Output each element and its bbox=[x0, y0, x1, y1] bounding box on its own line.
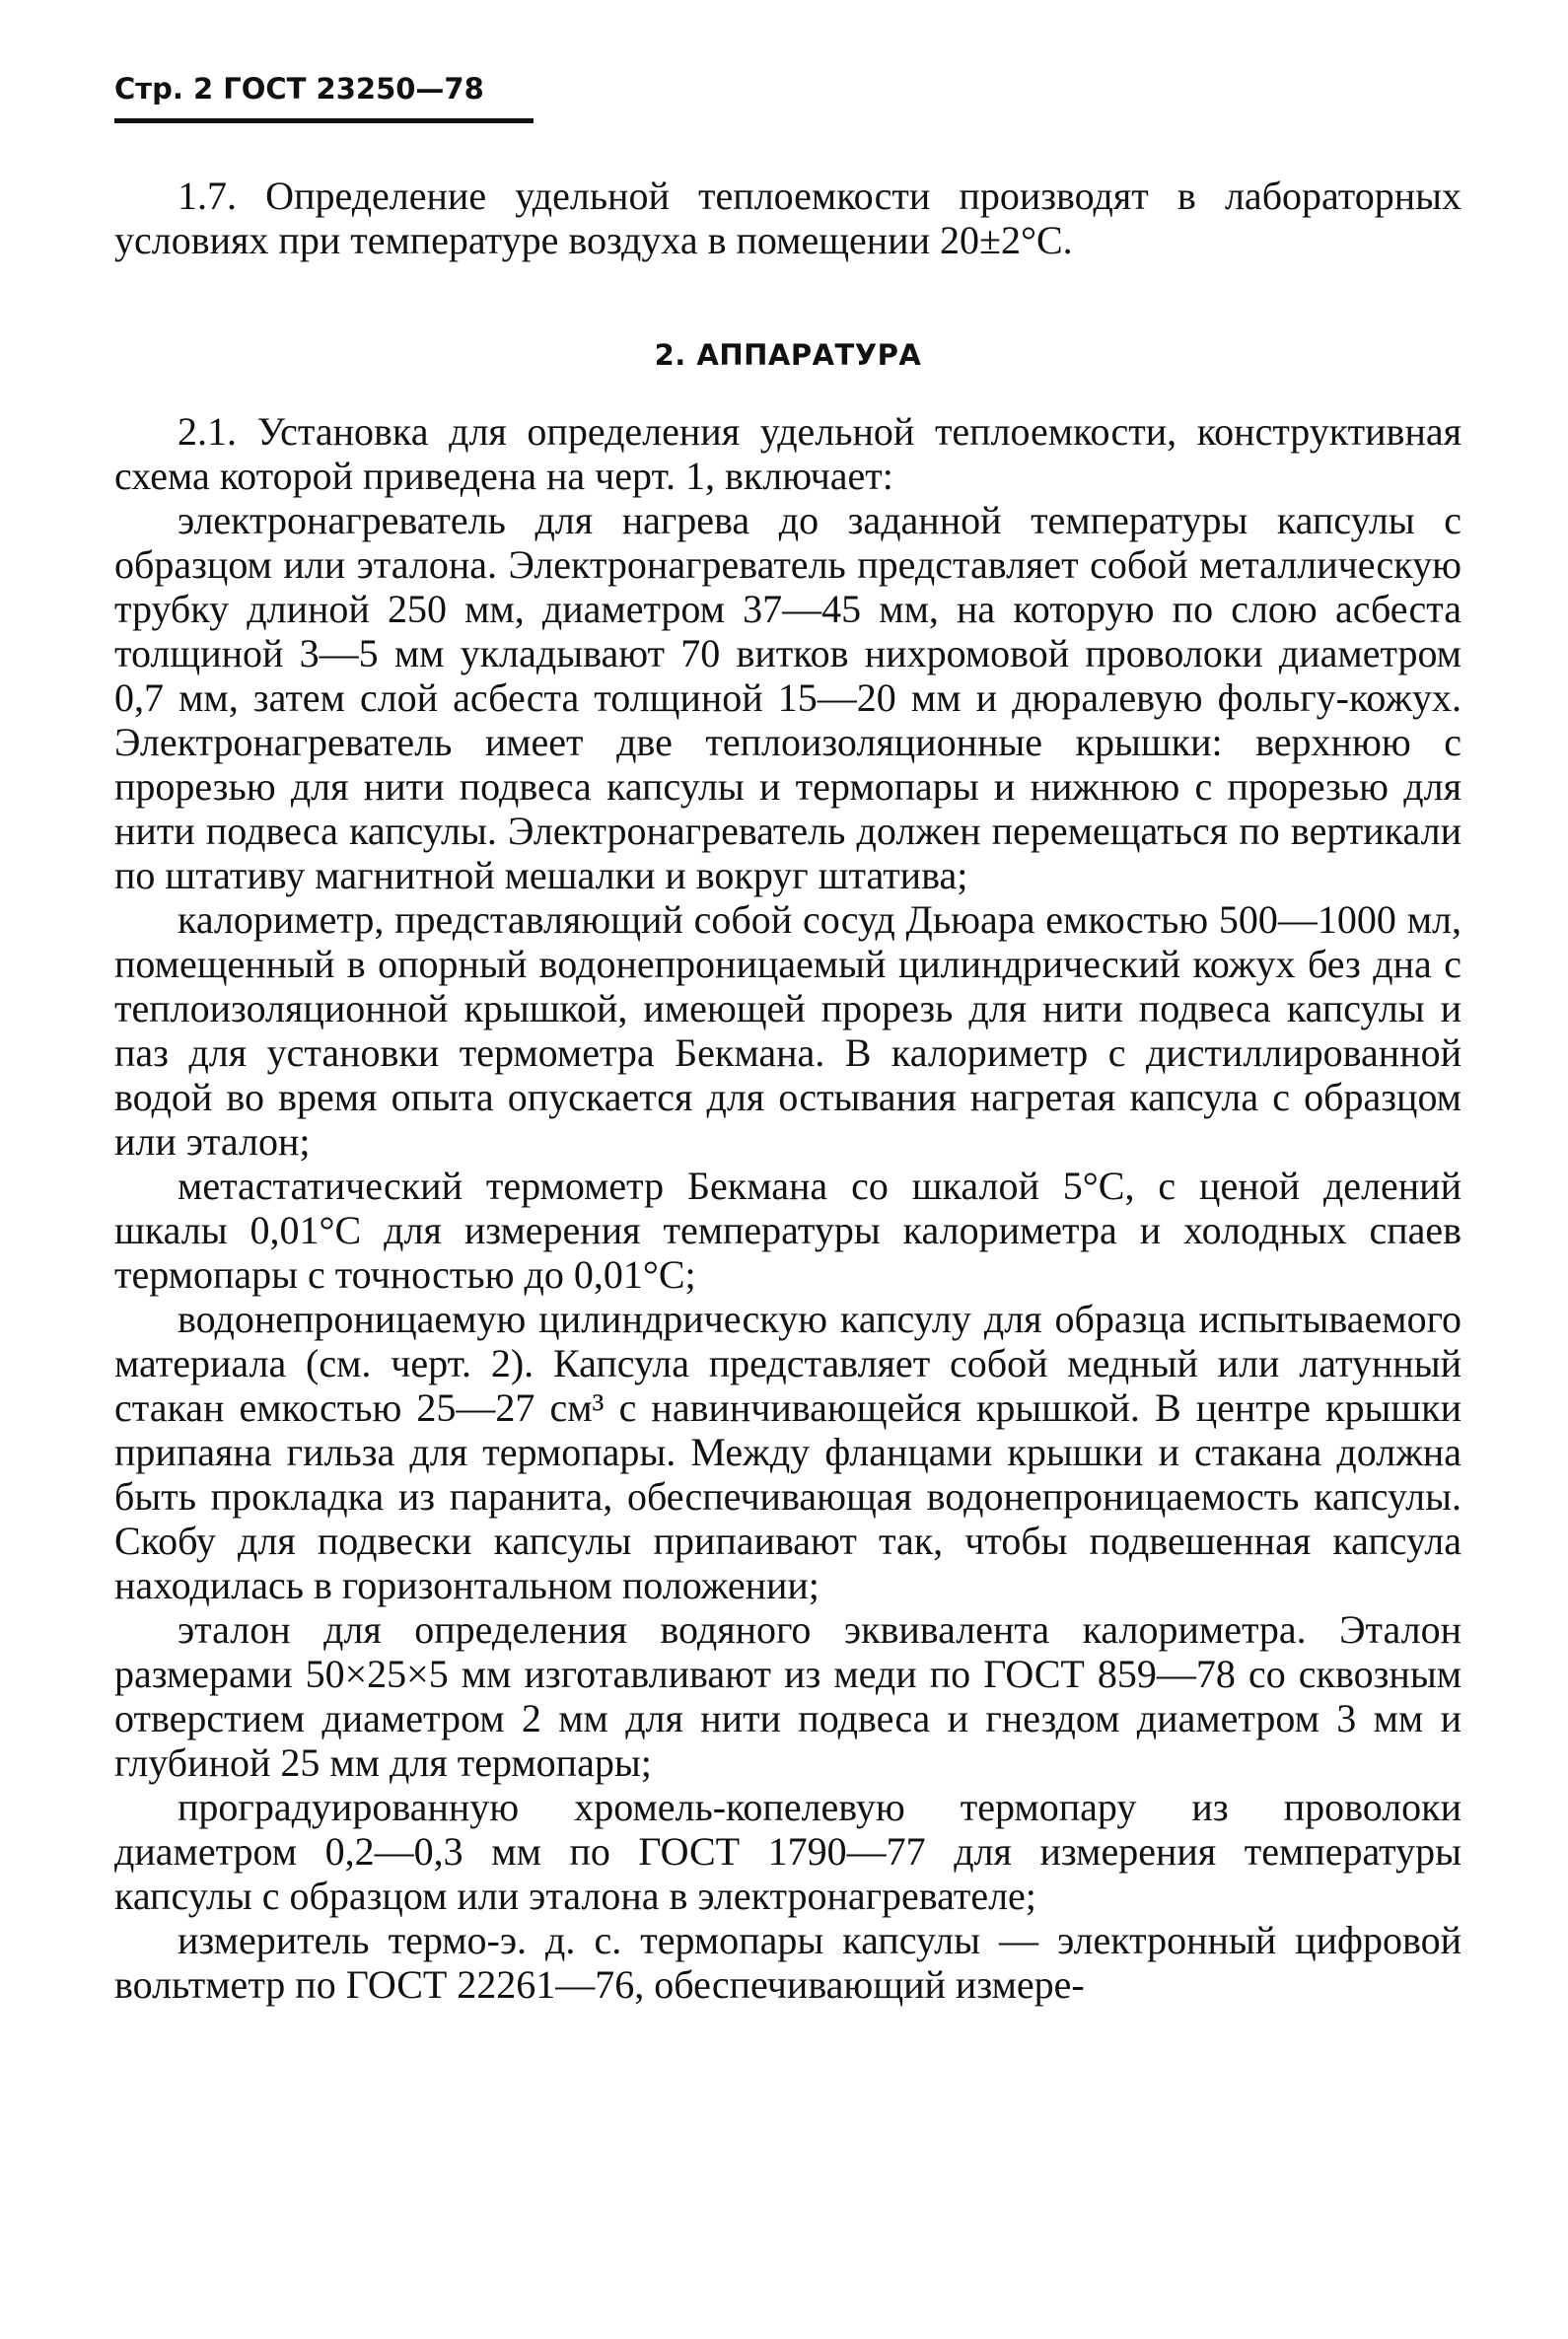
paragraph: метастатический термометр Бекмана со шкалой 5°С, с ценой делений шкалы 0,01°С для измерения температуры калориметра и холодных спаев термопары с точностью до 0,01°С; bbox=[114, 1164, 1461, 1297]
paragraph: электронагреватель для нагрева до заданной температуры капсулы с образцом или эталона. Электронагреватель представляет собой металлическую трубку длиной 250 мм, диаметром 37—45 мм, на которую по слою асбеста толщиной 3—5 мм укладывают 70 витков нихромовой проволоки диаметром 0,7 мм, затем слой асбеста толщиной 15—20 мм и дюралевую фольгу-кожух. Электронагреватель имеет две теплоизоляционные крышки: верхнюю с прорезью для нити подвеса капсулы и термопары и нижнюю с прорезью для нити подвеса капсулы. Электронагреватель должен перемещаться по вертикали по штативу магнитной мешалки и вокруг штатива; bbox=[114, 498, 1461, 897]
paragraph: 2.1. Установка для определения удельной теплоемкости, конструктивная схема которой приведена на черт. 1, включает: bbox=[114, 409, 1461, 498]
header-rule bbox=[114, 118, 534, 123]
section-title: 2. АППАРАТУРА bbox=[654, 338, 922, 372]
page-header: Стр. 2 ГОСТ 23250—78 bbox=[114, 72, 484, 106]
paragraph: водонепроницаемую цилиндрическую капсулу для образца испытываемого материала (см. черт. 2). Капсула представляет собой медный или латунный стакан емкостью 25—27 см³ с навинчивающейся крышкой. В центре крышки припаяна гильза для термопары. Между фланцами крышки и стакана должна быть прокладка из паранита, обеспечивающая водонепроницаемость капсулы. Скобу для подвески капсулы припаивают так, чтобы подвешенная капсула находилась в горизонтальном положении; bbox=[114, 1297, 1461, 1607]
paragraph: измеритель термо-э. д. с. термопары капсулы — электронный цифровой вольтметр по ГОСТ 22261—76, обеспечивающий измере- bbox=[114, 1918, 1461, 2007]
paragraph: проградуированную хромель-копелевую термопару из проволоки диаметром 0,2—0,3 мм по ГОСТ 1790—77 для измерения температуры капсулы с образцом или эталона в электронагревателе; bbox=[114, 1785, 1461, 1918]
paragraph: эталон для определения водяного эквивалента калориметра. Эталон размерами 50×25×5 мм изготавливают из меди по ГОСТ 859—78 со сквозным отверстием диаметром 2 мм для нити подвеса и гнездом диаметром 3 мм и глубиной 25 мм для термопары; bbox=[114, 1607, 1461, 1785]
clause-1-7 bbox=[114, 174, 1461, 262]
paragraph: калориметр, представляющий собой сосуд Дьюара емкостью 500—1000 мл, помещенный в опорный водонепроницаемый цилиндрический кожух без дна с теплоизоляционной крышкой, имеющей прорезь для нити подвеса капсулы и паз для установки термометра Бекмана. В калориметр с дистиллированной водой во время опыта опускается для остывания нагретая капсула с образцом или эталон; bbox=[114, 897, 1461, 1164]
section-2-body bbox=[114, 409, 1461, 2007]
paragraph: 1.7. Определение удельной теплоемкости производят в лабораторных условиях при температуре воздуха в помещении 20±2°С. bbox=[114, 174, 1461, 262]
